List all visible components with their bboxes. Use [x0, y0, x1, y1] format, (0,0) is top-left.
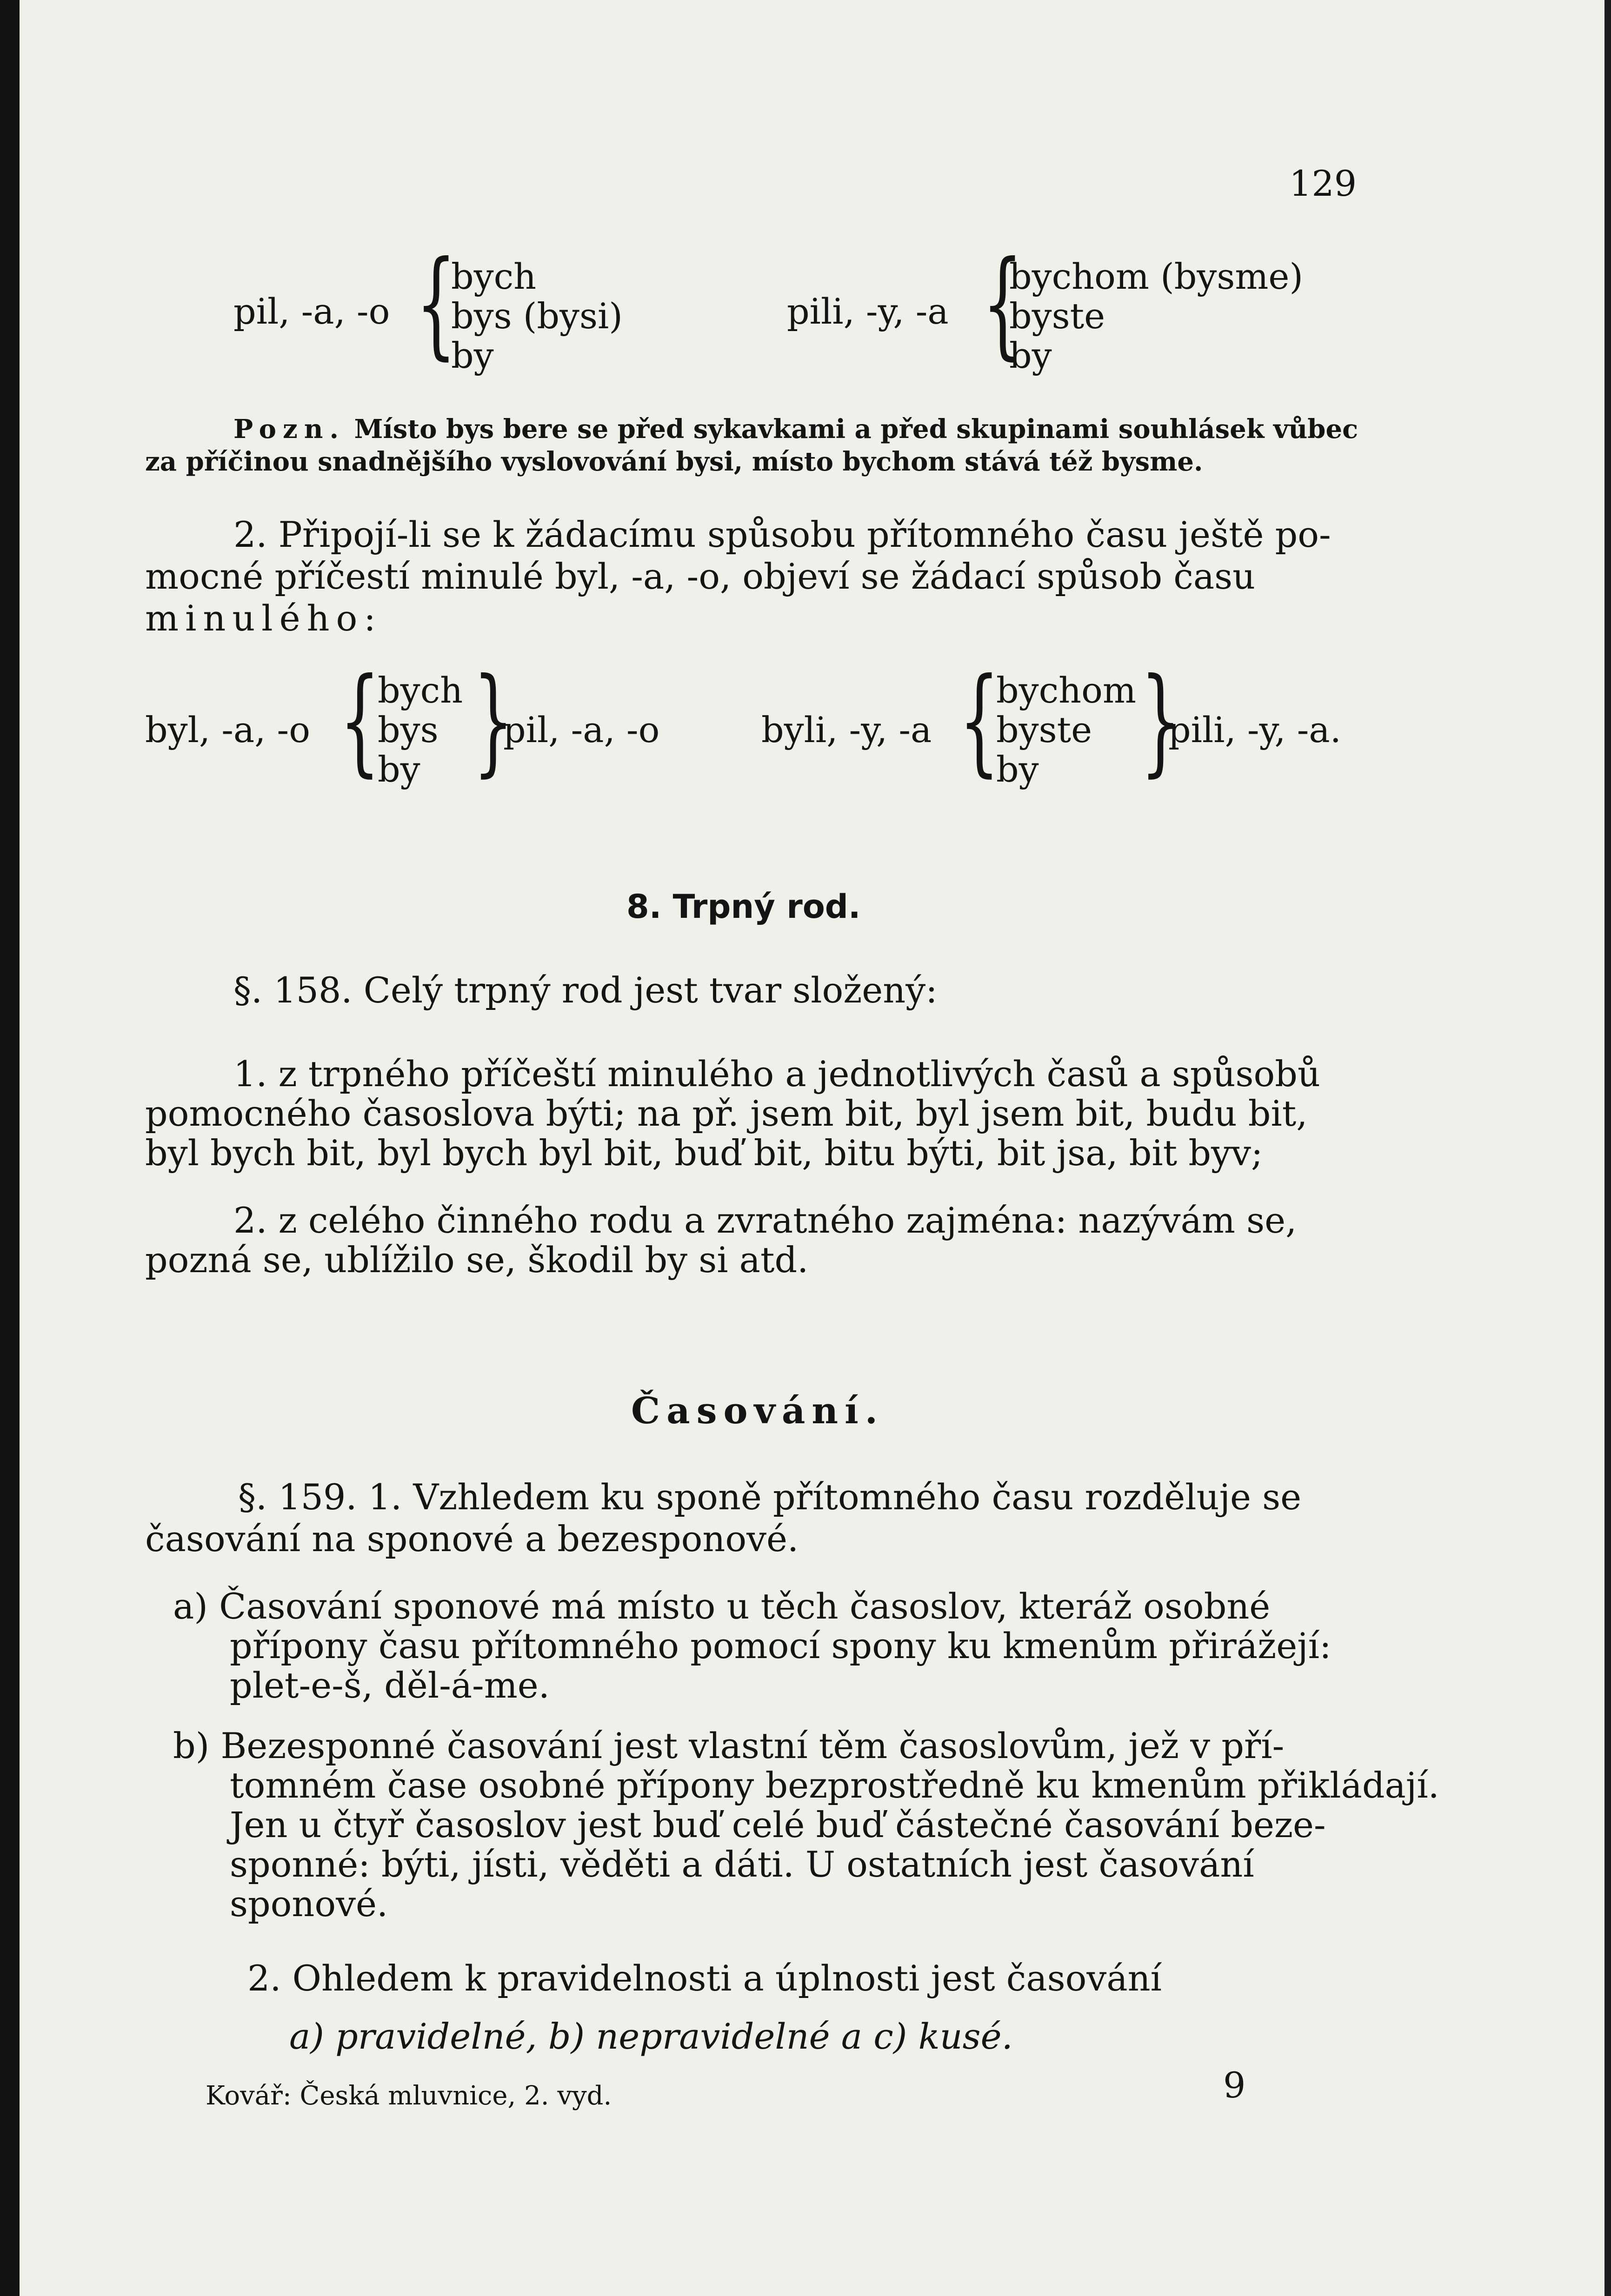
s159-b-line: sponné: býti, jísti, věděti a dáti. U ostatních jest časování [230, 1844, 1254, 1885]
note-label: Pozn. [233, 414, 345, 445]
para2-line-3: minulého: [145, 597, 382, 639]
table1-left-stem: pil, -a, -o [233, 291, 390, 332]
table1-right-form: bychom (bysme) [1009, 256, 1304, 297]
sheet-number: 9 [1223, 2064, 1246, 2106]
table2-right-tail: pili, -y, -a. [1168, 709, 1341, 750]
left-brace-icon: { [416, 236, 457, 371]
table2-left-form: by [378, 749, 420, 790]
table1-right-stem: pili, -y, -a [787, 291, 949, 332]
footer-signature: Kovář: Česká mluvnice, 2. vyd. [206, 2081, 612, 2111]
right-brace-icon: } [1140, 653, 1181, 788]
s159-b-line: b) Bezesponné časování jest vlastní těm časoslovům, jež v pří- [173, 1725, 1285, 1766]
para2-line-2: mocné příčestí minulé byl, -a, -o, objeví se žádací spůsob času [145, 556, 1256, 597]
section-heading: 8. Trpný rod. [626, 888, 861, 926]
table2-right-form: byste [996, 709, 1092, 750]
para2-line-1: 2. Připojí-li se k žádacímu spůsobu přítomného času ještě po- [233, 514, 1331, 555]
table1-left-form: bys (bysi) [451, 295, 623, 337]
s159-p2-line: a) pravidelné, b) nepravidelné a c) kusé. [289, 2016, 1013, 2057]
table1-right-form: by [1009, 335, 1052, 376]
table2-left-stem: byl, -a, -o [145, 709, 310, 750]
table2-right-stem: byli, -y, -a [761, 709, 932, 750]
s158-intro: §. 158. Celý trpný rod jest tvar složený: [233, 969, 938, 1011]
left-brace-icon: { [959, 653, 1000, 788]
s159-b-line: sponové. [230, 1883, 388, 1924]
s159-line-1: §. 159. 1. Vzhledem ku sponě přítomného času rozděluje se [238, 1476, 1302, 1518]
left-brace-icon: { [982, 236, 1023, 371]
note-text: Místo bys bere se před sykavkami a před skupinami souhlásek vůbec [354, 414, 1358, 445]
s158-item2-line: 2. z celého činného rodu a zvratného zajména: nazývám se, [233, 1200, 1297, 1241]
table2-left-form: bys [378, 709, 439, 750]
note-line-1 [233, 411, 1358, 447]
table2-left-tail: pil, -a, -o [503, 709, 660, 750]
s158-item2-line: pozná se, ublížilo se, škodil by si atd. [145, 1239, 809, 1281]
scan-edge-right [1604, 0, 1611, 2296]
s159-p2-line: 2. Ohledem k pravidelnosti a úplnosti jest časování [247, 1958, 1162, 1999]
s159-b-line: Jen u čtyř časoslov jest buď celé buď částečné časování beze- [230, 1804, 1326, 1845]
table1-left-form: by [451, 335, 494, 376]
note-line-2: za příčinou snadnějšího vyslovování bysi, místo bychom stává též bysme. [145, 446, 1203, 477]
s159-a-line: plet-e-š, děl-á-me. [230, 1665, 550, 1706]
right-brace-icon: } [473, 653, 514, 788]
s159-a-line: a) Časování sponové má místo u těch časoslov, kteráž osobné [173, 1586, 1271, 1627]
table2-right-form: by [996, 749, 1039, 790]
table2-right-form: bychom [996, 670, 1136, 711]
s159-b-line: tomném čase osobné přípony bezprostředně ku kmenům přikládají. [230, 1765, 1439, 1806]
table1-right-form: byste [1009, 295, 1105, 337]
book-page [20, 0, 1604, 2296]
table2-left-form: bych [378, 670, 463, 711]
page-number: 129 [1289, 163, 1357, 204]
s159-a-line: přípony času přítomného pomocí spony ku kmenům přirážejí: [230, 1625, 1331, 1666]
s159-line-2: časování na sponové a bezesponové. [145, 1518, 799, 1559]
table1-left-form: bych [451, 256, 537, 297]
scan-edge-left [0, 0, 20, 2296]
s158-item1-line: 1. z trpného příčeští minulého a jednotlivých časů a spůsobů [233, 1053, 1320, 1095]
s158-item1-line: pomocného časoslova býti; na př. jsem bit, byl jsem bit, budu bit, [145, 1093, 1308, 1134]
left-brace-icon: { [340, 653, 380, 788]
s158-item1-line: byl bych bit, byl bych byl bit, buď bit, bitu býti, bit jsa, bit byv; [145, 1132, 1263, 1174]
section-heading: Časování. [631, 1390, 884, 1432]
